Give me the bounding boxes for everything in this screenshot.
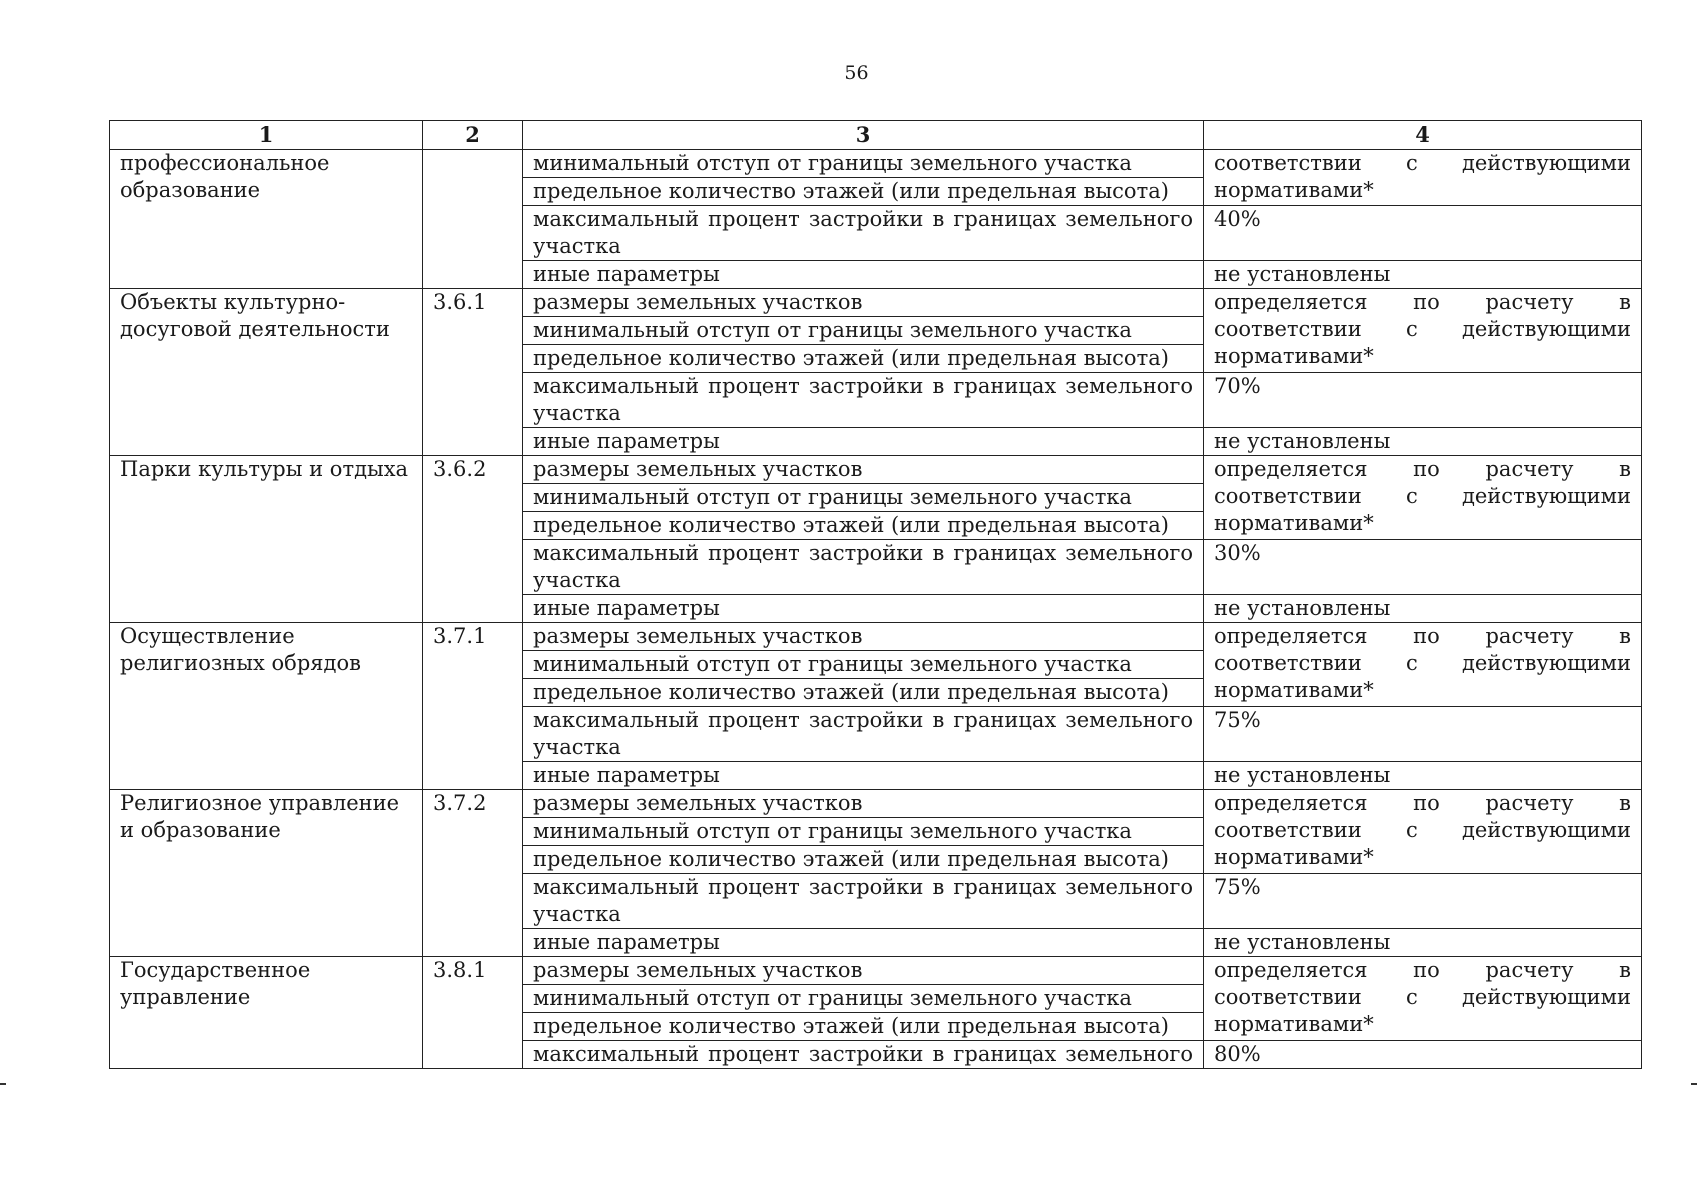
table-row xyxy=(110,456,1642,484)
value-norm-cell: определяется по расчету в соответствии с действующими нормативами* xyxy=(1204,623,1642,707)
use-type-code xyxy=(423,150,523,289)
regulations-table xyxy=(109,120,1642,1069)
param-cell: минимальный отступ от границы земельного участка xyxy=(523,651,1204,679)
param-cell: размеры земельных участков xyxy=(523,456,1204,484)
param-cell: максимальный процент застройки в границах земельного xyxy=(523,1041,1204,1069)
scan-edge-mark xyxy=(0,1083,6,1085)
value-other-cell: не установлены xyxy=(1204,428,1642,456)
value-norm-cell: определяется по расчету в соответствии с действующими нормативами* xyxy=(1204,289,1642,373)
table-row xyxy=(110,790,1642,818)
param-cell: минимальный отступ от границы земельного участка xyxy=(523,150,1204,178)
param-cell: иные параметры xyxy=(523,762,1204,790)
param-cell: предельное количество этажей (или предельная высота) xyxy=(523,679,1204,707)
value-percent-cell: 40% xyxy=(1204,206,1642,261)
column-header-3: 3 xyxy=(523,121,1204,150)
value-percent-cell: 70% xyxy=(1204,373,1642,428)
value-norm-line: соответствии с действующими xyxy=(1214,151,1631,175)
table-header-row xyxy=(110,121,1642,150)
param-cell: иные параметры xyxy=(523,595,1204,623)
param-cell: предельное количество этажей (или предельная высота) xyxy=(523,178,1204,206)
use-type-name: Парки культуры и отдыха xyxy=(110,456,423,623)
param-cell: размеры земельных участков xyxy=(523,623,1204,651)
use-type-code: 3.7.2 xyxy=(423,790,523,957)
value-percent-cell: 30% xyxy=(1204,540,1642,595)
use-type-code: 3.6.1 xyxy=(423,289,523,456)
use-type-name: профессиональное образование xyxy=(110,150,423,289)
value-norm-cell: определяется по расчету в соответствии с действующими нормативами* xyxy=(1204,456,1642,540)
scan-edge-mark xyxy=(1691,1083,1697,1085)
page-number: 56 xyxy=(844,62,869,84)
use-type-name: Объекты культурно-досуговой деятельности xyxy=(110,289,423,456)
column-header-1: 1 xyxy=(110,121,423,150)
use-type-name: Религиозное управление и образование xyxy=(110,790,423,957)
table-row xyxy=(110,623,1642,651)
use-type-code: 3.8.1 xyxy=(423,957,523,1069)
value-other-cell: не установлены xyxy=(1204,762,1642,790)
use-type-code: 3.7.1 xyxy=(423,623,523,790)
param-cell: иные параметры xyxy=(523,929,1204,957)
param-cell: иные параметры xyxy=(523,428,1204,456)
param-cell: максимальный процент застройки в границах земельного участка xyxy=(523,373,1204,428)
value-other-cell: не установлены xyxy=(1204,929,1642,957)
value-norm-cell: определяется по расчету в соответствии с действующими нормативами* xyxy=(1204,957,1642,1041)
param-cell: минимальный отступ от границы земельного участка xyxy=(523,484,1204,512)
param-cell: размеры земельных участков xyxy=(523,289,1204,317)
groups-body xyxy=(110,289,1642,957)
param-cell: минимальный отступ от границы земельного участка xyxy=(523,985,1204,1013)
value-other-cell: не установлены xyxy=(1204,261,1642,289)
param-cell: минимальный отступ от границы земельного участка xyxy=(523,317,1204,345)
use-type-code: 3.6.2 xyxy=(423,456,523,623)
param-cell: предельное количество этажей (или предельная высота) xyxy=(523,1013,1204,1041)
value-percent-cell: 75% xyxy=(1204,874,1642,929)
column-header-2: 2 xyxy=(423,121,523,150)
use-type-name: Государственное управление xyxy=(110,957,423,1069)
table-row xyxy=(110,957,1642,985)
value-norm-line: нормативами* xyxy=(1214,178,1374,202)
param-cell: размеры земельных участков xyxy=(523,790,1204,818)
value-percent-cell: 75% xyxy=(1204,707,1642,762)
param-cell: иные параметры xyxy=(523,261,1204,289)
param-cell: максимальный процент застройки в границах земельного участка xyxy=(523,540,1204,595)
table-row xyxy=(110,289,1642,317)
table-row xyxy=(110,150,1642,178)
param-cell: предельное количество этажей (или предельная высота) xyxy=(523,512,1204,540)
param-cell: максимальный процент застройки в границах земельного участка xyxy=(523,874,1204,929)
use-type-name: Осуществление религиозных обрядов xyxy=(110,623,423,790)
value-norm-cell: определяется по расчету в соответствии с действующими нормативами* xyxy=(1204,790,1642,874)
value-percent-cell: 80% xyxy=(1204,1041,1642,1069)
param-cell: размеры земельных участков xyxy=(523,957,1204,985)
param-cell: предельное количество этажей (или предельная высота) xyxy=(523,846,1204,874)
param-cell: максимальный процент застройки в границах земельного участка xyxy=(523,206,1204,261)
param-cell: максимальный процент застройки в границах земельного участка xyxy=(523,707,1204,762)
value-norm-cell xyxy=(1204,150,1642,206)
param-cell: предельное количество этажей (или предельная высота) xyxy=(523,345,1204,373)
value-other-cell: не установлены xyxy=(1204,595,1642,623)
param-cell: минимальный отступ от границы земельного участка xyxy=(523,818,1204,846)
column-header-4: 4 xyxy=(1204,121,1642,150)
